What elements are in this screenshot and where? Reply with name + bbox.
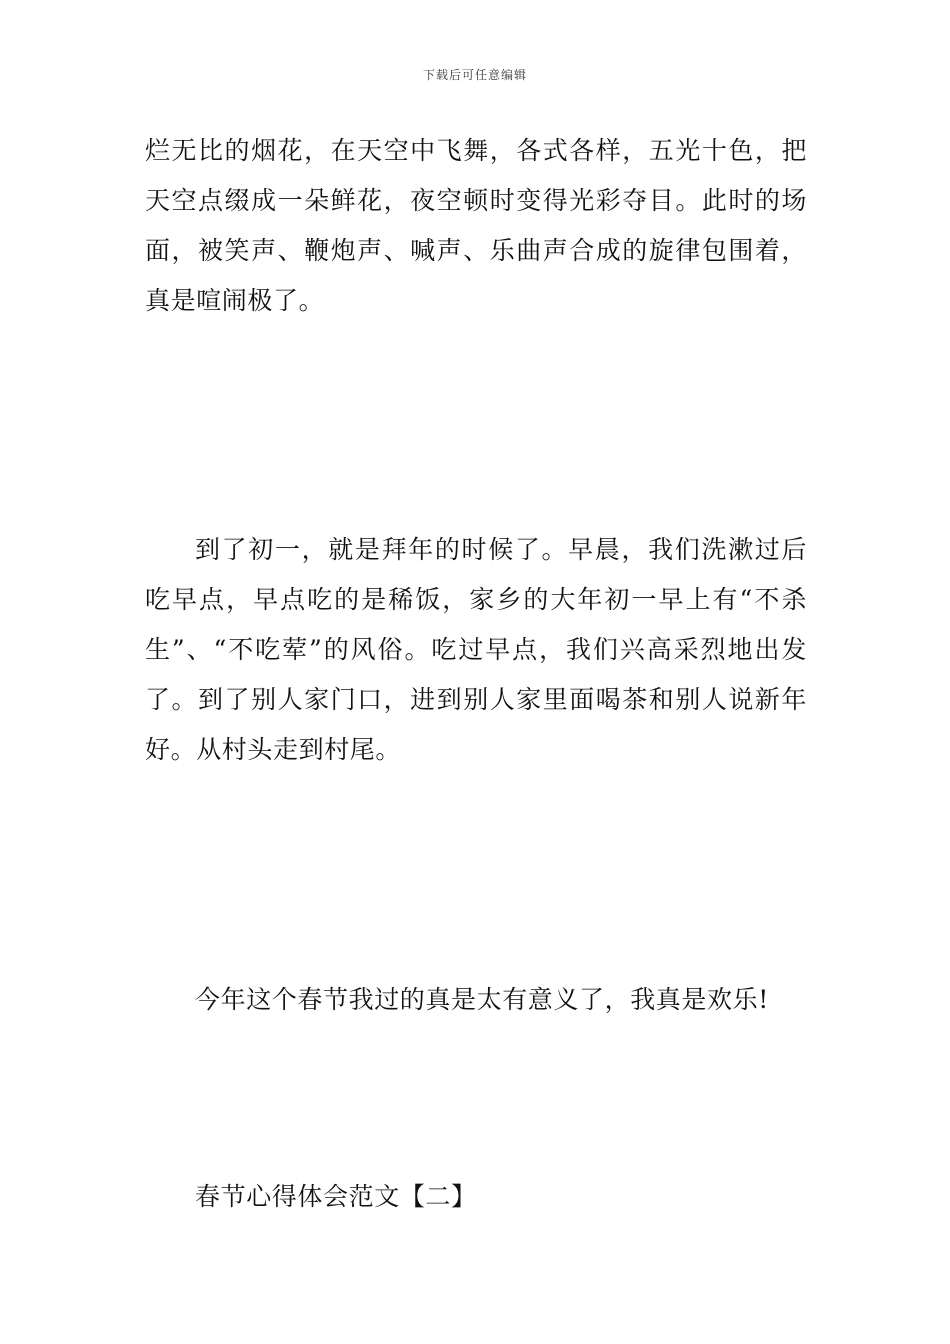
paragraph-conclusion: 今年这个春节我过的真是太有意义了，我真是欢乐! [195, 985, 769, 1014]
page-header: 下载后可任意编辑 [422, 68, 527, 82]
paragraph-fireworks: 烂无比的烟花，在天空中飞舞，各式各样，五光十色，把天空点缀成一朵鲜花，夜空顿时变得光彩夺目。此时的场面，被笑声、鞭炮声、喊声、乐曲声合成的旋律包围着，真是喧闹极了。 [145, 136, 807, 315]
section-heading: 春节心得体会范文【二】 [195, 1182, 477, 1211]
paragraph-new-year-visit: 到了初一，就是拜年的时候了。早晨，我们洗漱过后吃早点，早点吃的是稀饭，家乡的大年初一早上有“不杀生”、“不吃荤”的风俗。吃过早点，我们兴高采烈地出发了。到了别人家门口，进到别人家里面喝茶和别人说新年好。从村头走到村尾。 [145, 535, 807, 764]
